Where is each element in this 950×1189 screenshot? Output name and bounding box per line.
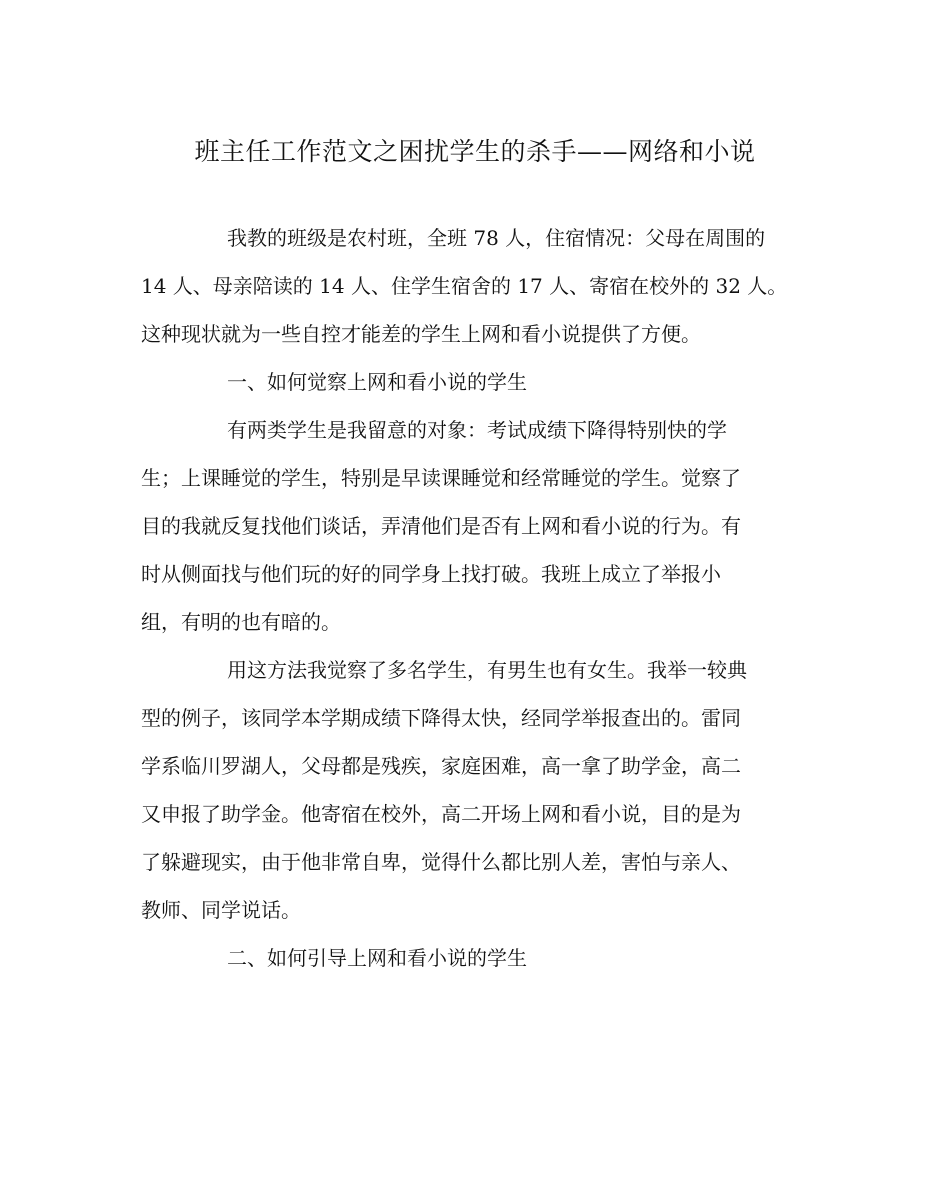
text-line: 用这方法我觉察了多名学生，有男生也有女生。我举一较典: [227, 658, 747, 682]
text-line: 我教的班级是农村班，全班 78 人，住宿情况：父母在周围的: [227, 226, 766, 250]
text-line: 了躲避现实，由于他非常自卑，觉得什么都比别人差，害怕与亲人、: [141, 850, 741, 874]
text-line: 学系临川罗湖人，父母都是残疾，家庭困难，高一拿了助学金，高二: [141, 754, 741, 778]
section-heading-1: [141, 364, 805, 400]
text-line: 14 人、母亲陪读的 14 人、住学生宿舍的 17 人、寄宿在校外的 32 人。: [141, 274, 788, 298]
section-heading-2: [141, 940, 805, 976]
text-line: 有两类学生是我留意的对象：考试成绩下降得特别快的学: [227, 418, 727, 442]
text-line: 教师、同学说话。: [141, 898, 301, 922]
section-heading-text: 一、如何觉察上网和看小说的学生: [227, 370, 527, 394]
paragraph-detect-students: [141, 412, 805, 640]
section-heading-text: 二、如何引导上网和看小说的学生: [227, 946, 527, 970]
paragraph-example-student: [141, 652, 805, 928]
text-line: 又申报了助学金。他寄宿在校外，高二开场上网和看小说，目的是为: [141, 802, 741, 826]
text-line: 时从侧面找与他们玩的好的同学身上找打破。我班上成立了举报小: [141, 562, 721, 586]
document-body: [141, 220, 805, 988]
text-line: 生；上课睡觉的学生，特别是早读课睡觉和经常睡觉的学生。觉察了: [141, 466, 741, 490]
text-line: 这种现状就为一些自控才能差的学生上网和看小说提供了方便。: [141, 322, 701, 346]
document-title: 班主任工作范文之困扰学生的杀手——网络和小说: [194, 137, 756, 166]
text-line: 组，有明的也有暗的。: [141, 610, 341, 634]
paragraph-class-situation: [141, 220, 805, 352]
text-line: 型的例子，该同学本学期成绩下降得太快，经同学举报查出的。雷同: [141, 706, 741, 730]
text-line: 目的我就反复找他们谈话，弄清他们是否有上网和看小说的行为。有: [141, 514, 741, 538]
